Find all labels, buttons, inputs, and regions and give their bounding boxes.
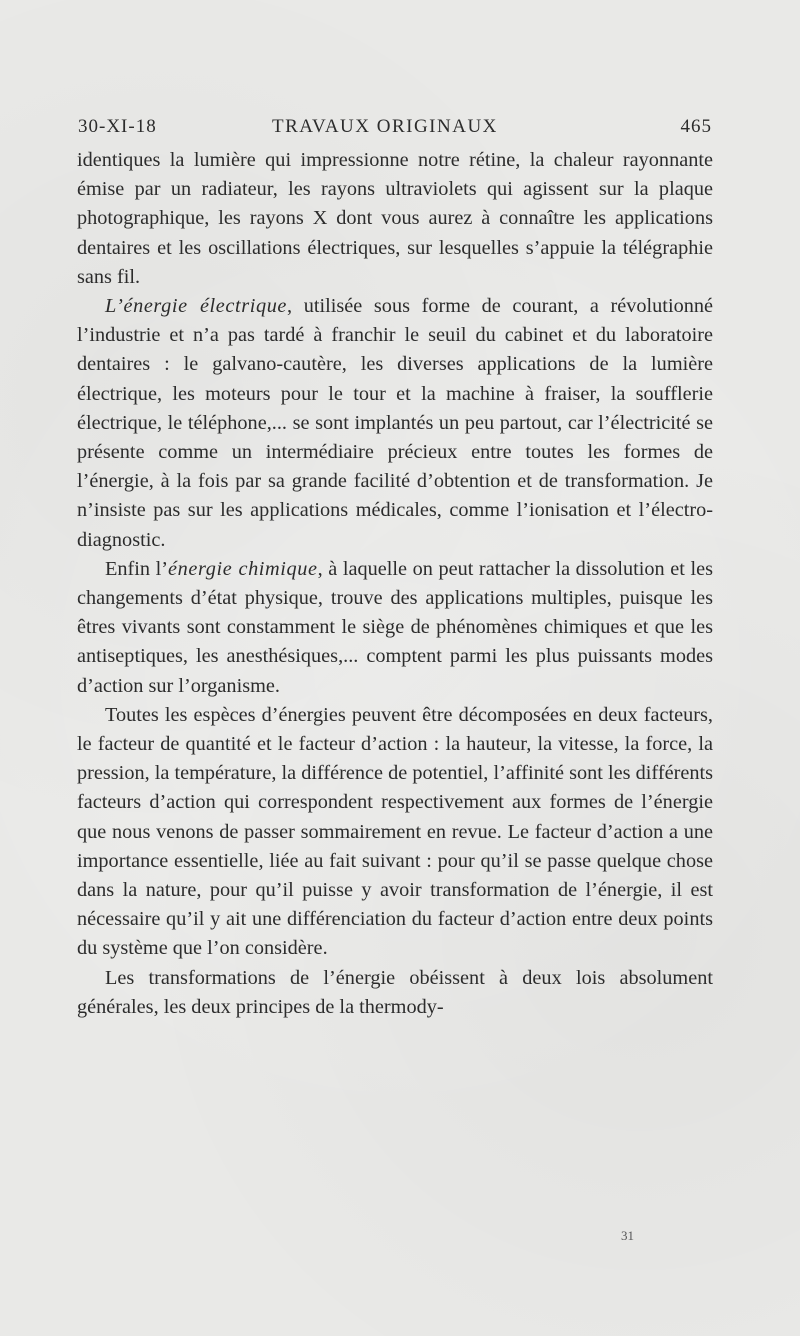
paragraph-text: Enfin l’	[105, 557, 169, 580]
paragraph	[77, 292, 713, 555]
header-date: 30-XI-18	[78, 116, 157, 137]
header-section-title: TRAVAUX ORIGINAUX	[272, 116, 498, 137]
paragraph	[77, 964, 713, 1022]
italic-term: L’énergie électrique	[105, 295, 288, 318]
paragraph-text: , à laquelle on peut rattacher la dissolution et les changements d’état physique, trouve des applications multiples, puisque les êtres vivants sont constamment le siège de phénomènes chimiques et que les antiseptiques, les anesthésiques,... comptent parmi les plus puissants modes d’action sur l’organisme.	[77, 557, 713, 697]
paragraph-text: Toutes les espèces d’énergies peuvent être décomposées en deux facteurs, le facteur de quantité et le facteur d’action : la hauteur, la vitesse, la force, la pression, la température, la différence de potentiel, l’affinité sont les différents facteurs d’action qui correspondent respectivement aux formes de l’énergie que nous venons de passer sommairement en revue. Le facteur d’action a une importance essentielle, liée au fait suivant : pour qu’il se passe quelque chose dans la nature, pour qu’il puisse y avoir transformation de l’énergie, il est nécessaire qu’il y ait une différenciation du facteur d’action entre deux points du système que l’on considère.	[77, 703, 713, 960]
paragraph	[77, 146, 713, 292]
paragraph-text: Les transformations de l’énergie obéissent à deux lois absolument générales, les deux principes de la thermody-	[77, 966, 713, 1018]
paragraph-text: identiques la lumière qui impressionne notre rétine, la chaleur rayonnante émise par un radiateur, les rayons ultraviolets qui agissent sur la plaque photographique, les rayons X dont vous aurez à connaître les applications dentaires et les oscillations électriques, sur lesquelles s’appuie la télégraphie sans fil.	[77, 149, 713, 288]
body-text	[77, 146, 713, 1022]
running-head	[78, 116, 712, 148]
paragraph	[77, 555, 713, 701]
page-number: 465	[680, 116, 712, 137]
paragraph	[77, 701, 713, 964]
paragraph-text: , utilisée sous forme de courant, a révolutionné l’industrie et n’a pas tardé à franchir le seuil du cabinet et du laboratoire dentaires : le galvano-cautère, les diverses applications de la lumière électrique, les moteurs pour le tour et la machine à fraiser, la soufflerie électrique, le téléphone,... se sont implantés un peu partout, car l’électricité se présente comme un intermédiaire précieux entre toutes les formes de l’énergie, à la fois par sa grande facilité d’obtention et de transformation. Je n’insiste pas sur les applications médicales, comme l’ionisation et l’électro-diagnostic.	[77, 295, 713, 551]
italic-term: énergie chimique	[168, 557, 318, 580]
signature-mark: 31	[621, 1228, 634, 1243]
